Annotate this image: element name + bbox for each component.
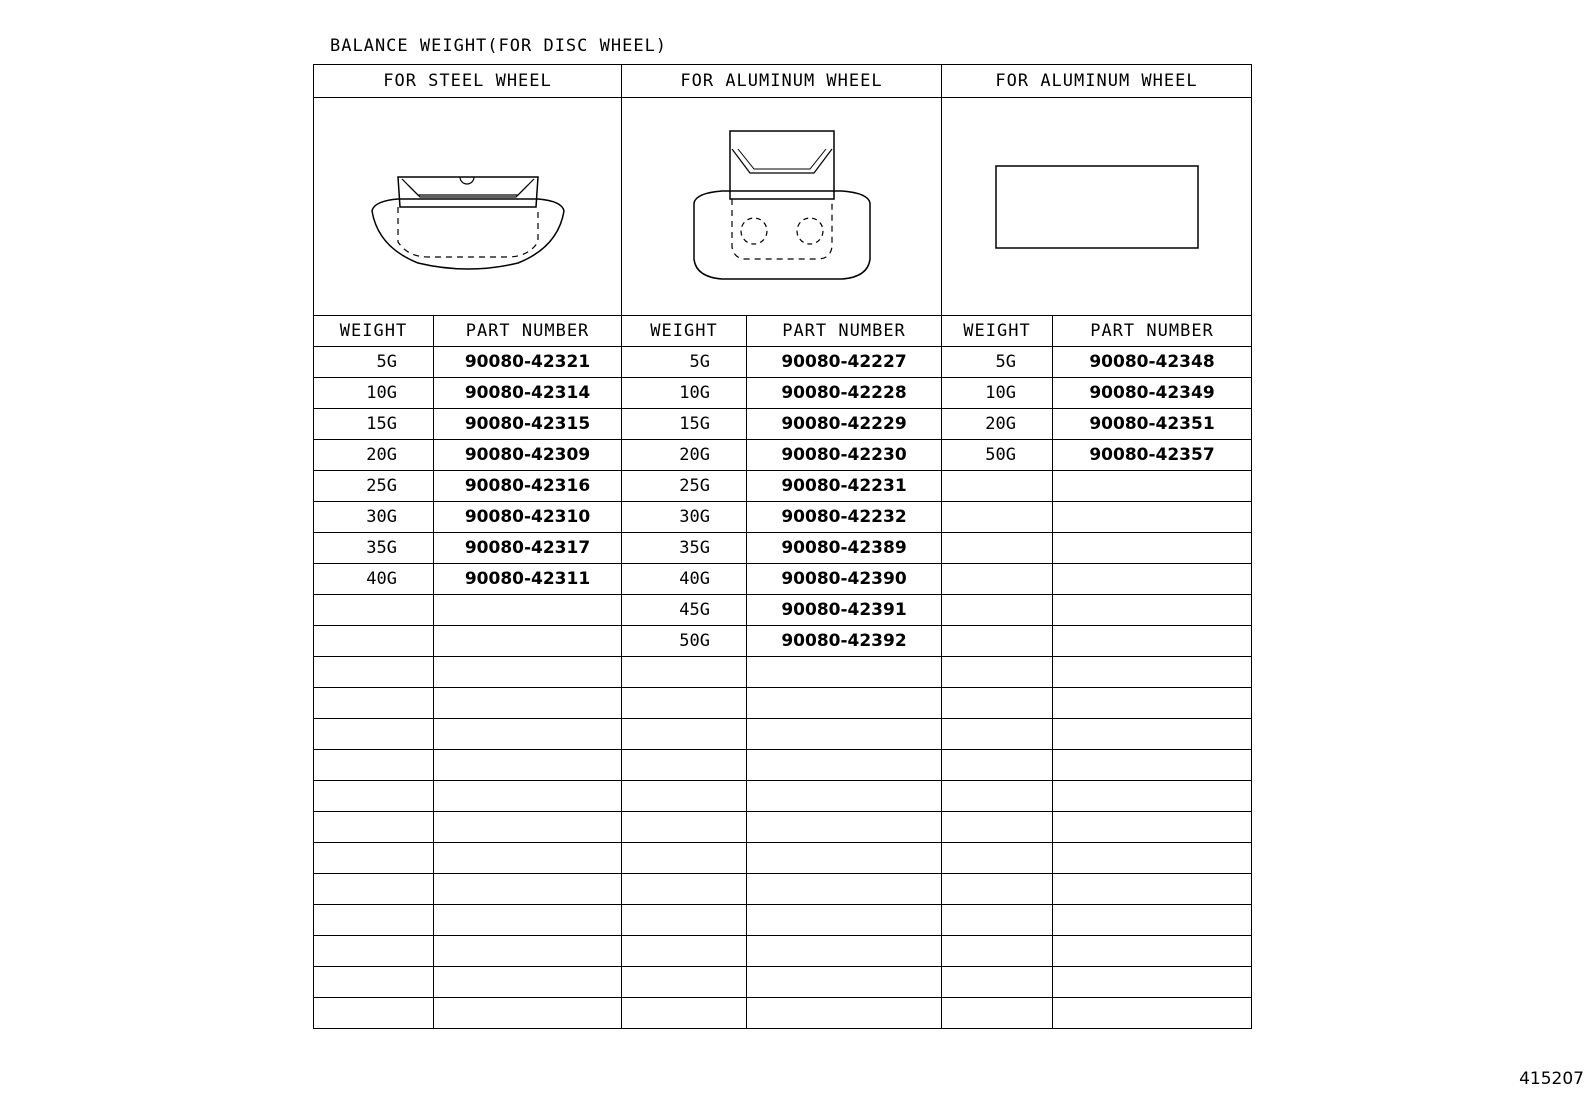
adhesive-illustration-cell [942,98,1252,316]
table-row [314,874,1252,905]
part-number-cell-steel: 90080-42317 [434,533,622,564]
weight-cell-aluminum-adhesive: 50G [942,440,1053,471]
section-heading-row [314,65,1252,98]
weight-cell-steel: 30G [314,502,434,533]
part-number-cell-aluminum-clip: 90080-42228 [747,378,942,409]
part-number-cell-aluminum-adhesive: 90080-42357 [1053,440,1252,471]
part-number-cell-aluminum-clip: 90080-42227 [747,347,942,378]
parts-table-body [314,347,1252,1029]
part-number-cell-aluminum-adhesive: 90080-42348 [1053,347,1252,378]
part-number-cell-steel: 90080-42310 [434,502,622,533]
part-number-cell-aluminum-adhesive [1053,502,1252,533]
weight-cell-aluminum-adhesive [942,657,1053,688]
weight-cell-aluminum-adhesive [942,843,1053,874]
weight-cell-aluminum-clip [622,750,747,781]
weight-cell-steel [314,688,434,719]
col-weight-aluminum-adhesive: WEIGHT [942,316,1053,347]
weight-cell-aluminum-clip [622,936,747,967]
part-number-cell-steel [434,967,622,998]
weight-cell-aluminum-adhesive [942,502,1053,533]
steel-wheel-illustration-cell [314,98,622,316]
part-number-cell-steel [434,657,622,688]
part-number-cell-steel [434,936,622,967]
part-number-cell-aluminum-adhesive: 90080-42349 [1053,378,1252,409]
weight-cell-aluminum-adhesive [942,719,1053,750]
table-row [314,595,1252,626]
table-row [314,750,1252,781]
part-number-cell-aluminum-adhesive [1053,471,1252,502]
part-number-cell-steel: 90080-42311 [434,564,622,595]
col-part-aluminum-adhesive: PART NUMBER [1053,316,1252,347]
part-number-cell-aluminum-adhesive [1053,719,1252,750]
part-number-cell-aluminum-clip [747,905,942,936]
aluminum-wheel-clip-weight-icon [682,127,882,287]
weight-cell-aluminum-adhesive [942,688,1053,719]
table-row [314,409,1252,440]
part-number-cell-aluminum-adhesive [1053,750,1252,781]
part-number-cell-aluminum-adhesive [1053,781,1252,812]
part-number-cell-aluminum-clip [747,688,942,719]
weight-cell-aluminum-adhesive [942,533,1053,564]
col-weight-steel: WEIGHT [314,316,434,347]
part-number-cell-aluminum-adhesive [1053,998,1252,1029]
weight-cell-steel [314,998,434,1029]
part-number-cell-aluminum-clip [747,781,942,812]
table-row [314,626,1252,657]
table-row [314,905,1252,936]
part-number-cell-aluminum-clip [747,874,942,905]
weight-cell-aluminum-clip [622,657,747,688]
col-weight-aluminum-clip: WEIGHT [622,316,747,347]
weight-cell-steel: 35G [314,533,434,564]
weight-cell-steel [314,967,434,998]
weight-cell-aluminum-clip: 20G [622,440,747,471]
table-row [314,843,1252,874]
weight-cell-steel: 10G [314,378,434,409]
part-number-cell-steel [434,719,622,750]
part-number-cell-steel [434,626,622,657]
diagram-reference-number: 415207 [1519,1069,1584,1089]
table-row [314,533,1252,564]
part-number-cell-steel [434,688,622,719]
part-number-cell-aluminum-clip: 90080-42391 [747,595,942,626]
weight-cell-aluminum-clip [622,812,747,843]
part-number-cell-aluminum-clip [747,812,942,843]
part-number-cell-aluminum-clip [747,843,942,874]
section-heading-aluminum-clip: FOR ALUMINUM WHEEL [622,65,942,98]
weight-cell-aluminum-clip: 5G [622,347,747,378]
table-row [314,471,1252,502]
weight-cell-steel [314,781,434,812]
weight-cell-steel [314,719,434,750]
weight-cell-steel: 20G [314,440,434,471]
part-number-cell-aluminum-adhesive [1053,874,1252,905]
part-number-cell-aluminum-adhesive [1053,936,1252,967]
part-number-cell-steel [434,750,622,781]
table-row [314,688,1252,719]
steel-wheel-clip-weight-icon [368,137,568,277]
weight-cell-aluminum-adhesive [942,564,1053,595]
weight-cell-aluminum-clip: 10G [622,378,747,409]
table-row [314,657,1252,688]
weight-cell-aluminum-clip [622,843,747,874]
table-row [314,440,1252,471]
part-number-cell-aluminum-clip: 90080-42392 [747,626,942,657]
weight-cell-steel [314,843,434,874]
weight-cell-aluminum-adhesive [942,874,1053,905]
column-header-row [314,316,1252,347]
part-number-cell-aluminum-clip [747,719,942,750]
part-number-cell-aluminum-adhesive [1053,564,1252,595]
weight-cell-aluminum-clip [622,688,747,719]
weight-cell-aluminum-adhesive [942,471,1053,502]
part-number-cell-aluminum-clip: 90080-42230 [747,440,942,471]
part-number-cell-steel [434,874,622,905]
weight-cell-steel: 25G [314,471,434,502]
part-number-cell-aluminum-adhesive: 90080-42351 [1053,409,1252,440]
weight-cell-steel [314,750,434,781]
table-row [314,936,1252,967]
table-row [314,812,1252,843]
weight-cell-steel: 40G [314,564,434,595]
table-row [314,719,1252,750]
weight-cell-aluminum-adhesive [942,626,1053,657]
weight-cell-steel: 5G [314,347,434,378]
part-number-cell-aluminum-clip [747,750,942,781]
weight-cell-steel [314,657,434,688]
col-part-aluminum-clip: PART NUMBER [747,316,942,347]
part-number-cell-aluminum-adhesive [1053,967,1252,998]
part-number-cell-steel: 90080-42315 [434,409,622,440]
part-number-cell-steel [434,812,622,843]
part-number-cell-aluminum-adhesive [1053,533,1252,564]
part-number-cell-steel: 90080-42316 [434,471,622,502]
weight-cell-aluminum-adhesive [942,812,1053,843]
weight-cell-aluminum-clip: 45G [622,595,747,626]
part-number-cell-aluminum-adhesive [1053,905,1252,936]
weight-cell-aluminum-adhesive [942,905,1053,936]
weight-cell-aluminum-adhesive [942,967,1053,998]
illustration-row [314,98,1252,316]
part-number-cell-aluminum-adhesive [1053,843,1252,874]
part-number-cell-steel: 90080-42309 [434,440,622,471]
part-number-cell-aluminum-clip [747,657,942,688]
weight-cell-aluminum-clip [622,874,747,905]
part-number-cell-aluminum-adhesive [1053,812,1252,843]
weight-cell-aluminum-clip [622,905,747,936]
part-number-cell-aluminum-clip: 90080-42229 [747,409,942,440]
part-number-cell-aluminum-clip [747,998,942,1029]
weight-cell-aluminum-clip: 35G [622,533,747,564]
balance-weight-table [313,64,1252,1029]
weight-cell-steel [314,905,434,936]
weight-cell-aluminum-clip [622,781,747,812]
weight-cell-aluminum-clip: 30G [622,502,747,533]
part-number-cell-aluminum-clip: 90080-42389 [747,533,942,564]
page-title: BALANCE WEIGHT(FOR DISC WHEEL) [330,36,668,56]
part-number-cell-aluminum-adhesive [1053,657,1252,688]
table-row [314,502,1252,533]
part-number-cell-aluminum-adhesive [1053,688,1252,719]
part-number-cell-aluminum-clip: 90080-42232 [747,502,942,533]
weight-cell-aluminum-adhesive [942,595,1053,626]
part-number-cell-steel: 90080-42321 [434,347,622,378]
part-number-cell-aluminum-adhesive [1053,595,1252,626]
weight-cell-aluminum-adhesive [942,781,1053,812]
part-number-cell-aluminum-clip [747,967,942,998]
adhesive-weight-icon [992,162,1202,252]
col-part-steel: PART NUMBER [434,316,622,347]
weight-cell-aluminum-adhesive [942,936,1053,967]
table-row [314,998,1252,1029]
weight-cell-steel: 15G [314,409,434,440]
table-row [314,967,1252,998]
weight-cell-steel [314,626,434,657]
part-number-cell-steel [434,843,622,874]
table-row [314,347,1252,378]
aluminum-clip-illustration-cell [622,98,942,316]
weight-cell-aluminum-adhesive: 5G [942,347,1053,378]
section-heading-steel: FOR STEEL WHEEL [314,65,622,98]
weight-cell-aluminum-clip [622,967,747,998]
part-number-cell-aluminum-clip: 90080-42231 [747,471,942,502]
weight-cell-steel [314,812,434,843]
table-row [314,378,1252,409]
weight-cell-aluminum-adhesive: 20G [942,409,1053,440]
part-number-cell-aluminum-clip: 90080-42390 [747,564,942,595]
section-heading-aluminum-adhesive: FOR ALUMINUM WHEEL [942,65,1252,98]
part-number-cell-aluminum-clip [747,936,942,967]
part-number-cell-steel: 90080-42314 [434,378,622,409]
weight-cell-aluminum-clip: 15G [622,409,747,440]
table-row [314,564,1252,595]
weight-cell-aluminum-clip: 50G [622,626,747,657]
weight-cell-aluminum-clip [622,719,747,750]
part-number-cell-aluminum-adhesive [1053,626,1252,657]
part-number-cell-steel [434,781,622,812]
weight-cell-steel [314,595,434,626]
weight-cell-steel [314,874,434,905]
weight-cell-aluminum-clip [622,998,747,1029]
part-number-cell-steel [434,595,622,626]
part-number-cell-steel [434,998,622,1029]
weight-cell-aluminum-clip: 40G [622,564,747,595]
weight-cell-aluminum-adhesive [942,998,1053,1029]
weight-cell-steel [314,936,434,967]
weight-cell-aluminum-clip: 25G [622,471,747,502]
weight-cell-aluminum-adhesive: 10G [942,378,1053,409]
table-row [314,781,1252,812]
weight-cell-aluminum-adhesive [942,750,1053,781]
part-number-cell-steel [434,905,622,936]
